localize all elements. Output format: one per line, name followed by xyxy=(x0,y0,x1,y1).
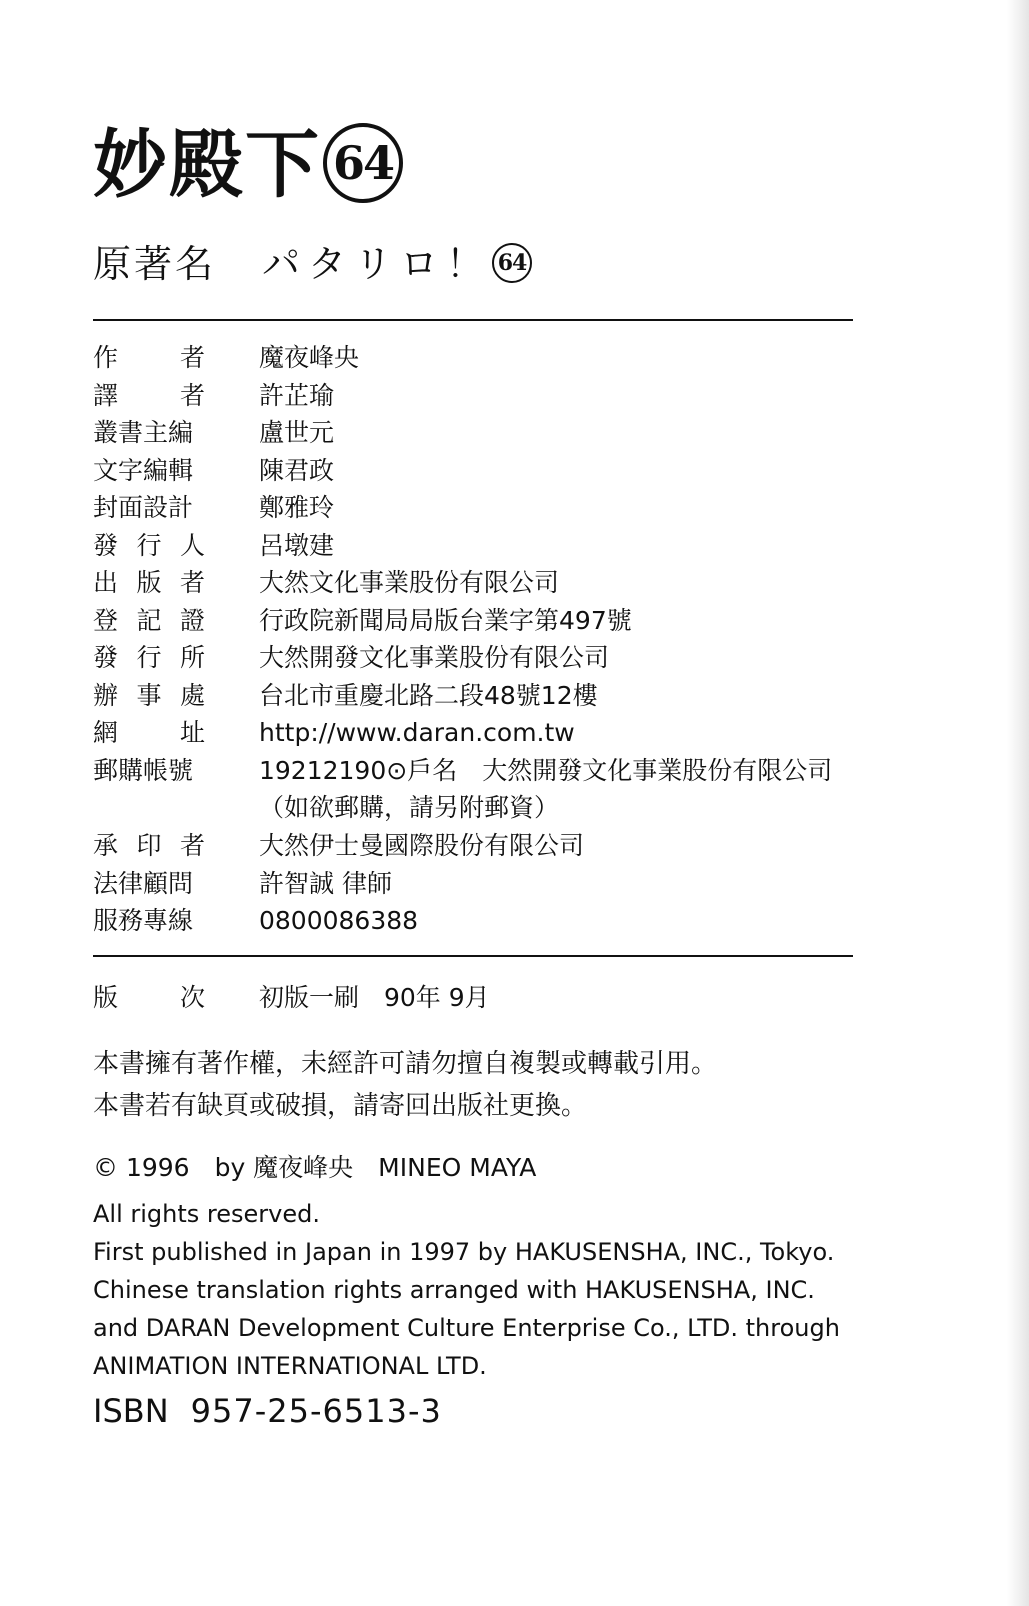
credit-row xyxy=(93,681,883,719)
credit-value: 台北市重慶北路二段48號12樓 xyxy=(259,680,598,710)
credit-label xyxy=(93,681,205,711)
credit-label-char: 者 xyxy=(179,343,205,372)
credit-label-char: 處 xyxy=(179,680,205,710)
isbn-line xyxy=(93,1392,442,1430)
book-title-text: 妙殿下 xyxy=(93,122,321,208)
credit-value: 許智誠 律師 xyxy=(259,868,392,898)
credit-label-char: 發 xyxy=(93,530,119,560)
rights-statement xyxy=(93,1195,840,1385)
credit-label-char: 服務專線 xyxy=(93,906,194,935)
edition-label-char: 版 xyxy=(93,983,119,1012)
credit-label-char: 文字編輯 xyxy=(93,455,194,485)
credit-label xyxy=(93,718,205,748)
credit-label-char: 辦 xyxy=(93,680,119,710)
credit-value: 0800086388 xyxy=(259,906,419,935)
credit-value: 行政院新聞局局版台業字第497號 xyxy=(259,605,632,635)
credit-label xyxy=(93,568,205,598)
credit-label-char: 版 xyxy=(136,568,162,597)
credit-row xyxy=(93,831,883,869)
edition-row xyxy=(93,983,793,1015)
rights-line: First published in Japan in 1997 by HAKUSENSHA, INC., Tokyo. xyxy=(93,1238,835,1266)
credit-label-char: 法律顧問 xyxy=(93,868,194,898)
credit-label-char: 叢書主編 xyxy=(93,418,194,447)
credit-label-char: 事 xyxy=(136,680,162,710)
credits-table xyxy=(93,343,883,944)
credit-row xyxy=(93,718,883,756)
credit-row xyxy=(93,381,883,419)
page-edge-shadow xyxy=(1007,0,1029,1606)
original-title-text: パタリロ！ xyxy=(262,242,493,286)
credit-row xyxy=(93,568,883,606)
credit-label-char: 網 xyxy=(93,718,119,747)
credit-label xyxy=(93,869,205,899)
credit-row xyxy=(93,869,883,907)
notice-line: 本書擁有著作權，未經許可請勿擅自複製或轉載引用。 xyxy=(93,1049,718,1079)
credit-value: 大然文化事業股份有限公司 xyxy=(259,568,560,597)
credit-label-char: 印 xyxy=(136,831,162,860)
credit-label xyxy=(93,343,205,373)
credit-value: 許芷瑜 xyxy=(259,380,335,410)
rights-line: ANIMATION INTERNATIONAL LTD. xyxy=(93,1352,487,1380)
credit-value: http://www.daran.com.tw xyxy=(259,718,575,747)
isbn-label: ISBN xyxy=(93,1392,169,1430)
credit-label xyxy=(93,456,205,486)
credit-value: 魔夜峰央 xyxy=(259,343,360,372)
edition-label xyxy=(93,983,205,1013)
original-title-label: 原著名 xyxy=(93,242,217,286)
credit-label-char: 發 xyxy=(93,643,119,672)
notice-line: 本書若有缺頁或破損，請寄回出版社更換。 xyxy=(93,1091,588,1121)
copyright-line: © 1996 by 魔夜峰央 MINEO MAYA xyxy=(93,1153,537,1182)
credit-row xyxy=(93,643,883,681)
credit-row xyxy=(93,418,883,456)
credit-label-char: 所 xyxy=(179,643,205,672)
credit-label-char: 行 xyxy=(136,643,162,672)
credit-value: 19212190⊙戶名 大然開發文化事業股份有限公司 xyxy=(259,755,833,785)
credit-label-char: 出 xyxy=(93,568,119,597)
credit-row xyxy=(93,793,883,831)
credit-label xyxy=(93,493,205,523)
edition-label-char: 次 xyxy=(179,983,205,1012)
book-title xyxy=(93,122,403,209)
credit-label xyxy=(93,756,205,786)
credit-label-char: 人 xyxy=(179,530,205,560)
original-title xyxy=(93,242,532,287)
credit-row xyxy=(93,456,883,494)
isbn-number: 957-25-6513-3 xyxy=(190,1392,442,1430)
top-divider xyxy=(93,319,853,321)
credit-label-char: 登 xyxy=(93,605,119,635)
credit-value: 呂墩建 xyxy=(259,530,335,560)
credit-label-char: 者 xyxy=(179,568,205,597)
credit-label xyxy=(93,381,205,411)
credit-label xyxy=(93,831,205,861)
credit-row xyxy=(93,343,883,381)
credit-label-char: 譯 xyxy=(93,380,119,410)
credit-row xyxy=(93,531,883,569)
credit-label-char: 行 xyxy=(136,530,162,560)
credit-label-char: 承 xyxy=(93,831,119,860)
credit-row xyxy=(93,906,883,944)
credit-label xyxy=(93,906,205,936)
credit-label xyxy=(93,643,205,673)
credit-label-char: 記 xyxy=(136,605,162,635)
credit-row xyxy=(93,756,883,794)
credit-label-char: 者 xyxy=(179,831,205,860)
credit-value: 陳君政 xyxy=(259,455,335,485)
original-volume-badge: 64 xyxy=(492,243,532,283)
credit-label-char: 址 xyxy=(179,718,205,747)
credit-label-char: 者 xyxy=(179,380,205,410)
credit-label-char: 證 xyxy=(179,605,205,635)
credit-value: 盧世元 xyxy=(259,418,335,447)
bottom-divider xyxy=(93,955,853,957)
edition-value: 初版一刷 90年 9月 xyxy=(259,983,490,1012)
rights-line: Chinese translation rights arranged with HAKUSENSHA, INC. xyxy=(93,1276,815,1304)
credit-label xyxy=(93,531,205,561)
rights-line: and DARAN Development Culture Enterprise Co., LTD. through xyxy=(93,1314,840,1342)
credit-label-char: 封面設計 xyxy=(93,493,194,522)
credit-row xyxy=(93,493,883,531)
credit-label-char: 作 xyxy=(93,343,119,372)
credit-value: （如欲郵購，請另附郵資） xyxy=(259,793,560,822)
volume-number-badge: 64 xyxy=(323,123,403,203)
credit-row xyxy=(93,606,883,644)
credit-value: 大然伊士曼國際股份有限公司 xyxy=(259,831,585,860)
copyright-notice xyxy=(93,1043,717,1127)
rights-line: All rights reserved. xyxy=(93,1200,320,1228)
credit-value: 鄭雅玲 xyxy=(259,493,335,522)
credit-label-char: 郵購帳號 xyxy=(93,755,194,785)
credit-label xyxy=(93,606,205,636)
credit-value: 大然開發文化事業股份有限公司 xyxy=(259,643,610,672)
credit-label xyxy=(93,418,205,448)
